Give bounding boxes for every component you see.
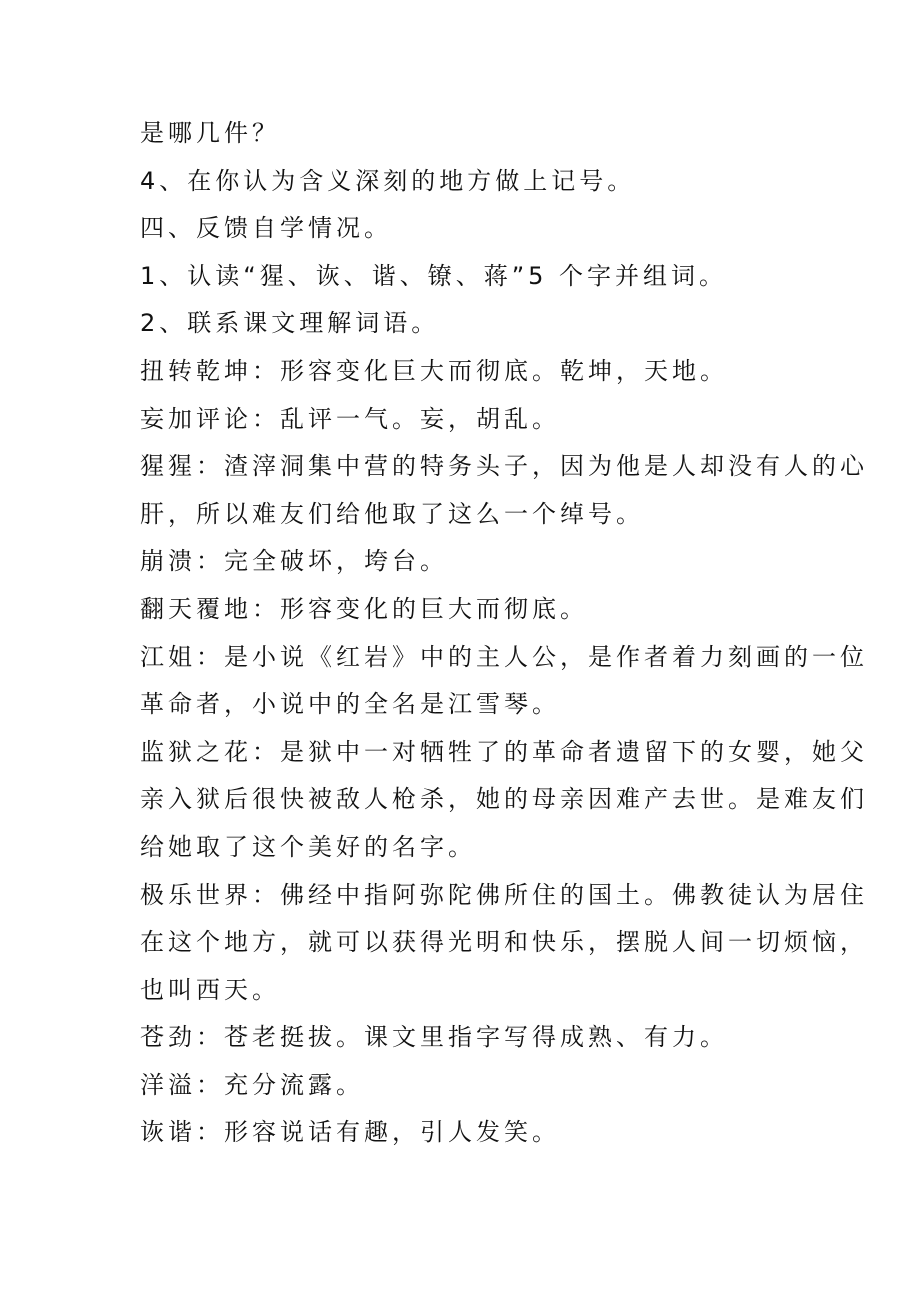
vocab-entry: 崩溃：完全破坏，垮台。: [140, 547, 448, 576]
text-line: 4、在你认为含义深刻的地方做上记号。: [140, 166, 636, 195]
vocab-entry-continued: 给她取了这个美好的名字。: [140, 832, 476, 861]
document-page: [140, 110, 868, 1157]
vocab-entry-continued: 亲入狱后很快被敌人枪杀，她的母亲因难产去世。是难友们: [140, 785, 868, 814]
text-line: 2、联系课文理解词语。: [140, 309, 440, 338]
vocab-entry: 诙谐：形容说话有趣，引人发笑。: [140, 1118, 560, 1147]
vocab-entry: 苍劲：苍老挺拔。课文里指字写得成熟、有力。: [140, 1023, 728, 1052]
section-heading: 四、反馈自学情况。: [140, 214, 392, 243]
text-line: 是哪几件？: [140, 119, 280, 147]
vocab-entry-continued: 在这个地方，就可以获得光明和快乐，摆脱人间一切烦恼，: [140, 928, 868, 957]
vocab-entry: 监狱之花：是狱中一对牺牲了的革命者遗留下的女婴，她父: [140, 737, 868, 766]
vocab-entry: 江姐：是小说《红岩》中的主人公，是作者着力刻画的一位: [140, 642, 868, 671]
vocab-entry-continued: 革命者，小说中的全名是江雪琴。: [140, 690, 560, 719]
vocab-entry: 翻天覆地：形容变化的巨大而彻底。: [140, 594, 588, 623]
vocab-entry-continued: 肝，所以难友们给他取了这么一个绰号。: [140, 499, 644, 528]
vocab-entry: 妄加评论：乱评一气。妄，胡乱。: [140, 404, 560, 433]
vocab-entry: 洋溢：充分流露。: [140, 1070, 364, 1099]
vocab-entry: 扭转乾坤：形容变化巨大而彻底。乾坤，天地。: [140, 356, 728, 385]
vocab-entry: 极乐世界：佛经中指阿弥陀佛所住的国土。佛教徒认为居住: [140, 880, 868, 909]
vocab-entry: 猩猩：渣滓洞集中营的特务头子，因为他是人却没有人的心: [140, 452, 868, 481]
vocab-entry-continued: 也叫西天。: [140, 975, 280, 1004]
text-line: 1、认读“猩、诙、谐、镣、蒋”5 个字并组词。: [140, 261, 728, 290]
